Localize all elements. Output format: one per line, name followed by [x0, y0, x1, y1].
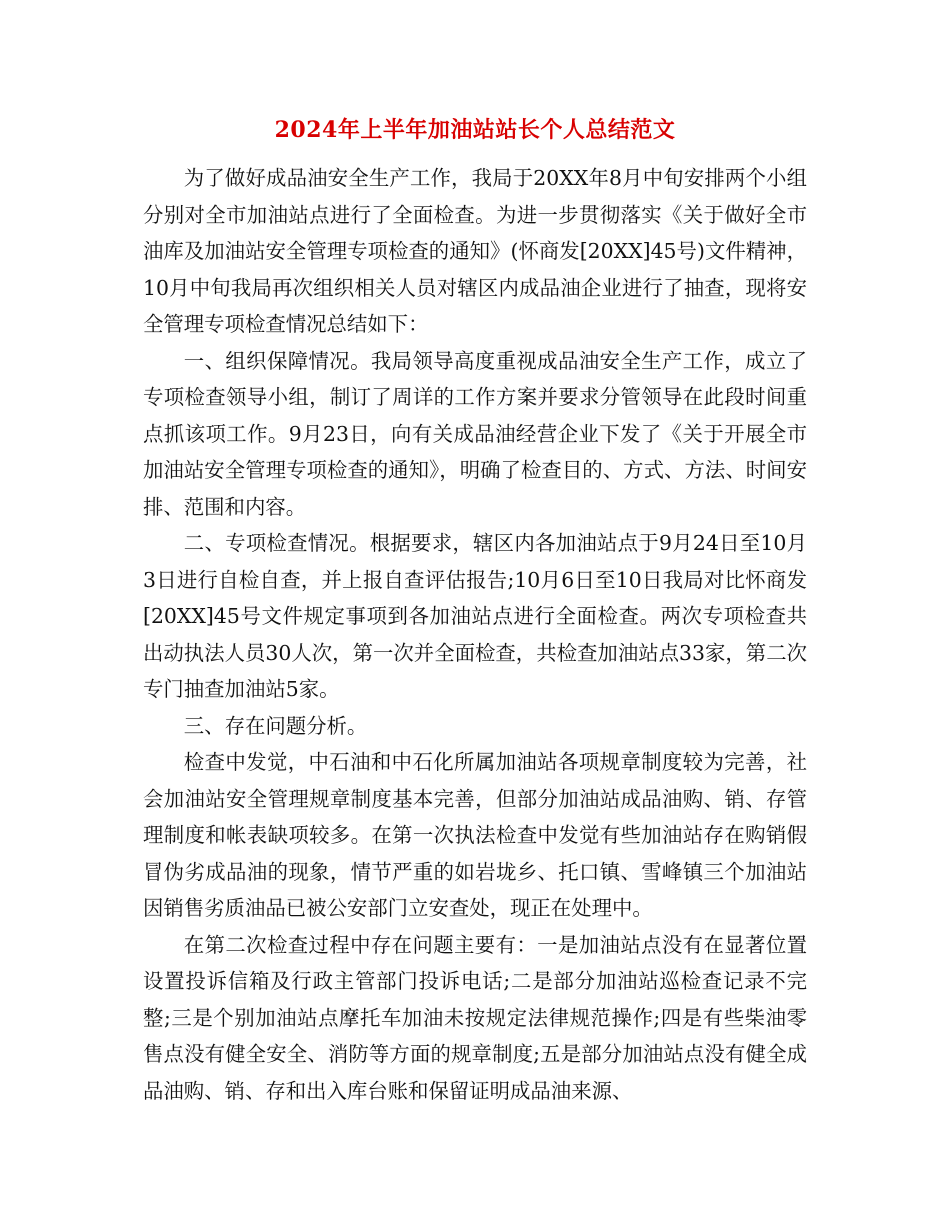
paragraph-intro: 为了做好成品油安全生产工作，我局于20XX年8月中旬安排两个小组分别对全市加油站点进行了全面检查。为进一步贯彻落实《关于做好全市油库及加油站安全管理专项检查的通知》(怀商发[20XX]45号)文件精神，10月中旬我局再次组织相关人员对辖区内成品油企业进行了抽查，现将安全管理专项检查情况总结如下：: [143, 166, 807, 336]
document-body: [143, 112, 807, 1109]
paragraph-issues: 在第二次检查过程中存在问题主要有：一是加油站点没有在显著位置设置投诉信箱及行政主管部门投诉电话;二是部分加油站巡检查记录不完整;三是个别加油站点摩托车加油未按规定法律规范操作;四是有些柴油零售点没有健全安全、消防等方面的规章制度;五是部分加油站点没有健全成品油购、销、存和出入库台账和保留证明成品油来源、: [143, 932, 807, 1103]
paragraph-inspection: 二、专项检查情况。根据要求，辖区内各加油站点于9月24日至10月3日进行自检自查，并上报自查评估报告;10月6日至10日我局对比怀商发[20XX]45号文件规定事项到各加油站点进行全面检查。两次专项检查共出动执法人员30人次，第一次并全面检查，共检查加油站点33家，第二次专门抽查加油站5家。: [143, 531, 807, 701]
paragraph-organization: 一、组织保障情况。我局领导高度重视成品油安全生产工作，成立了专项检查领导小组，制订了周详的工作方案并要求分管领导在此段时间重点抓该项工作。9月23日，向有关成品油经营企业下发了《关于开展全市加油站安全管理专项检查的通知》，明确了检查目的、方式、方法、时间安排、范围和内容。: [143, 348, 807, 519]
paragraph-findings: 检查中发觉，中石油和中石化所属加油站各项规章制度较为完善，社会加油站安全管理规章制度基本完善，但部分加油站成品油购、销、存管理制度和帐表缺项较多。在第一次执法检查中发觉有些加油站存在购销假冒伪劣成品油的现象，情节严重的如岩垅乡、托口镇、雪峰镇三个加油站因销售劣质油品已被公安部门立安查处，现正在处理中。: [143, 750, 807, 920]
document-title: 2024年上半年加油站站长个人总结范文: [274, 117, 676, 143]
paragraph-problem-heading: 三、存在问题分析。: [183, 713, 368, 738]
